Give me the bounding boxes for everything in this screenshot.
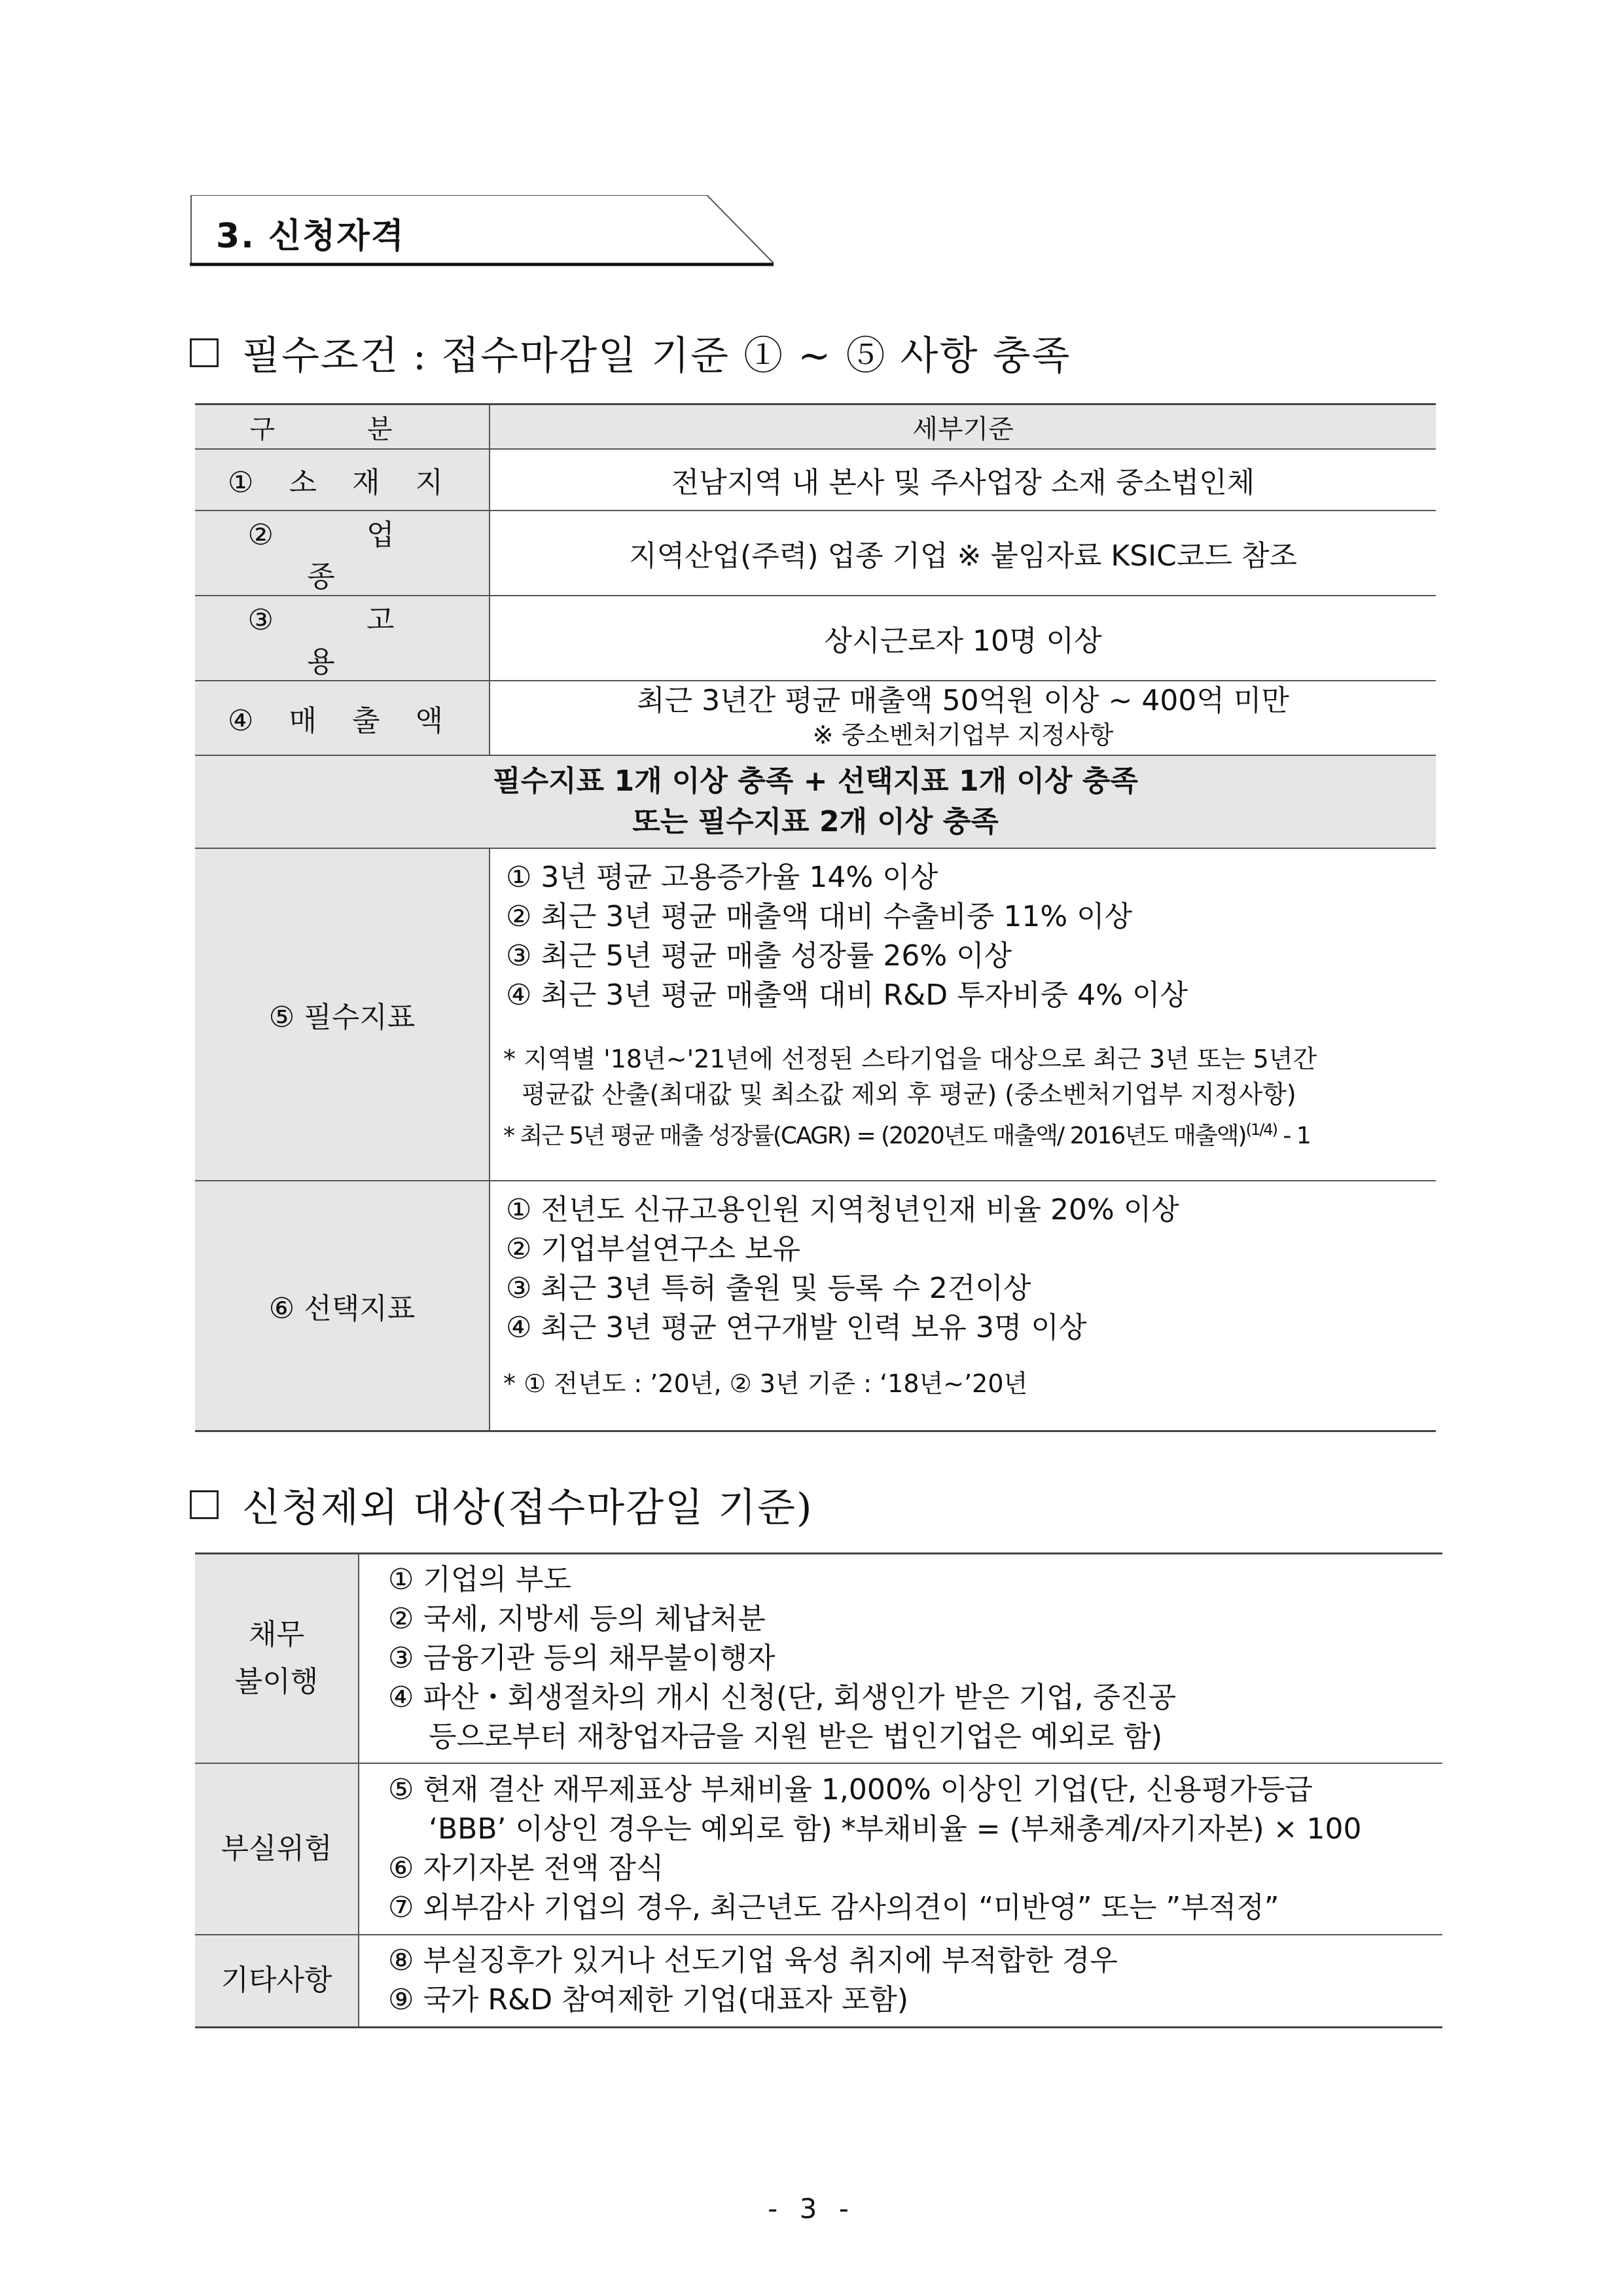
essential-indicators-row bbox=[195, 848, 1436, 1181]
essential-indicators-label: ⑤ 필수지표 bbox=[195, 848, 490, 1181]
header-criteria: 세부기준 bbox=[490, 404, 1436, 450]
table-row bbox=[195, 1554, 1442, 1763]
optional-list bbox=[490, 1181, 1436, 1348]
other-list bbox=[359, 1936, 1442, 2025]
combo-condition bbox=[195, 755, 1436, 848]
optional-indicators-label: ⑥ 선택지표 bbox=[195, 1181, 490, 1431]
exclusion-items-risk bbox=[359, 1763, 1442, 1935]
table-row bbox=[195, 681, 1436, 755]
page-number: - 3 - bbox=[768, 2193, 855, 2225]
list-item: ⑦ 외부감사 기업의 경우, 최근년도 감사의견이 “미반영” 또는 ”부적정” bbox=[388, 1890, 1279, 1924]
list-item: ③ 최근 3년 특허 출원 및 등록 수 2건이상 bbox=[506, 1272, 1031, 1305]
list-item-continued: 등으로부터 재창업자금을 지원 받은 법인기업은 예외로 함) bbox=[429, 1719, 1163, 1753]
row-label-location: ① 소 재 지 bbox=[195, 449, 490, 511]
table-header-row bbox=[195, 404, 1436, 450]
requirements-table bbox=[195, 403, 1436, 1432]
label-line-1: 채무 bbox=[248, 1617, 304, 1651]
label-line-2: 불이행 bbox=[234, 1664, 319, 1698]
exclusion-label-other: 기타사항 bbox=[195, 1935, 359, 2028]
list-item: ③ 최근 5년 평균 매출 성장률 26% 이상 bbox=[506, 939, 1012, 973]
section-header bbox=[190, 195, 779, 268]
list-item: ② 최근 3년 평균 매출액 대비 수출비중 11% 이상 bbox=[506, 900, 1133, 933]
list-item: ① 3년 평균 고용증가율 14% 이상 bbox=[506, 861, 938, 894]
optional-indicators-content bbox=[490, 1181, 1436, 1431]
list-item: ⑨ 국가 R&D 참여제한 기업(대표자 포함) bbox=[388, 1983, 909, 2017]
list-item: ② 국세, 지방세 등의 체납처분 bbox=[388, 1602, 766, 1636]
section-title: 3. 신청자격 bbox=[216, 217, 405, 256]
exclusion-heading-text: 신청제외 대상(접수마감일 기준) bbox=[242, 1485, 813, 1531]
exclusion-label-risk: 부실위험 bbox=[195, 1763, 359, 1935]
essential-note-1b: 평균값 산출(최대값 및 최소값 제외 후 평균) (중소벤처기업부 지정사항) bbox=[522, 1080, 1296, 1109]
row-label-industry: ② 업 종 bbox=[195, 511, 490, 596]
exclusion-items-default bbox=[359, 1554, 1442, 1763]
default-list bbox=[359, 1555, 1442, 1762]
combo-line-2: 또는 필수지표 2개 이상 충족 bbox=[632, 805, 999, 838]
checkbox-square-icon bbox=[190, 338, 219, 367]
table-row bbox=[195, 596, 1436, 681]
table-row bbox=[195, 511, 1436, 596]
list-item: ④ 최근 3년 평균 매출액 대비 R&D 투자비중 4% 이상 bbox=[506, 978, 1188, 1012]
essential-list bbox=[490, 849, 1436, 1015]
exclusion-label-default bbox=[195, 1554, 359, 1763]
cagr-formula-end: - 1 bbox=[1276, 1122, 1310, 1149]
table-row bbox=[195, 449, 1436, 511]
combo-row bbox=[195, 755, 1436, 848]
list-item: ④ 파산・회생절차의 개시 신청(단, 회생인가 받은 기업, 중진공 bbox=[388, 1680, 1177, 1714]
row-value-location: 전남지역 내 본사 및 주사업장 소재 중소법인체 bbox=[490, 449, 1436, 511]
cagr-exponent: (1/4) bbox=[1245, 1121, 1277, 1139]
row-value-industry: 지역산업(주력) 업종 기업 ※ 붙임자료 KSIC코드 참조 bbox=[490, 511, 1436, 596]
risk-list bbox=[359, 1765, 1442, 1933]
list-item: ② 기업부설연구소 보유 bbox=[506, 1232, 800, 1266]
sales-criteria: 최근 3년간 평균 매출액 50억원 이상 ~ 400억 미만 bbox=[637, 684, 1289, 717]
row-label-sales: ④ 매 출 액 bbox=[195, 681, 490, 755]
row-value-employment: 상시근로자 10명 이상 bbox=[490, 596, 1436, 681]
table-row bbox=[195, 1763, 1442, 1935]
table-row bbox=[195, 1935, 1442, 2028]
cagr-formula: * 최근 5년 평균 매출 성장률(CAGR) = (2020년도 매출액/ 2016년도 매출액) bbox=[503, 1122, 1246, 1149]
exclusion-heading bbox=[190, 1477, 813, 1533]
exclusion-table bbox=[195, 1552, 1442, 2028]
optional-indicators-row bbox=[195, 1181, 1436, 1431]
row-value-sales bbox=[490, 681, 1436, 755]
requirements-heading bbox=[190, 325, 1071, 381]
list-item: ⑧ 부실징후가 있거나 선도기업 육성 취지에 부적합한 경우 bbox=[388, 1944, 1118, 1978]
essential-note-1: * 지역별 '18년~'21년에 선정된 스타기업을 대상으로 최근 3년 또는 5년간 bbox=[503, 1045, 1317, 1073]
list-item: ⑤ 현재 결산 재무제표상 부채비율 1,000% 이상인 기업(단, 신용평가등급 bbox=[388, 1772, 1313, 1806]
optional-note: * ① 전년도 : ’20년, ② 3년 기준 : ‘18년~’20년 bbox=[503, 1369, 1028, 1398]
checkbox-square-icon bbox=[190, 1490, 219, 1519]
essential-indicators-content bbox=[490, 848, 1436, 1181]
list-item: ③ 금융기관 등의 채무불이행자 bbox=[388, 1641, 776, 1675]
sales-note: ※ 중소벤처기업부 지정사항 bbox=[812, 721, 1114, 749]
list-item-continued: ‘BBB’ 이상인 경우는 예외로 함) *부채비율 = (부채총계/자기자본) × 100 bbox=[429, 1812, 1362, 1846]
requirements-heading-text: 필수조건 : 접수마감일 기준 ① ~ ⑤ 사항 충족 bbox=[242, 333, 1071, 379]
essential-note-2 bbox=[490, 1112, 1436, 1154]
list-item: ① 기업의 부도 bbox=[388, 1562, 571, 1596]
exclusion-items-other bbox=[359, 1935, 1442, 2028]
combo-line-1: 필수지표 1개 이상 충족 + 선택지표 1개 이상 충족 bbox=[493, 764, 1138, 798]
list-item: ⑥ 자기자본 전액 잠식 bbox=[388, 1851, 664, 1885]
list-item: ④ 최근 3년 평균 연구개발 인력 보유 3명 이상 bbox=[506, 1311, 1087, 1344]
list-item: ① 전년도 신규고용인원 지역청년인재 비율 20% 이상 bbox=[506, 1193, 1179, 1227]
header-category: 구 분 bbox=[195, 404, 490, 450]
row-label-employment: ③ 고 용 bbox=[195, 596, 490, 681]
